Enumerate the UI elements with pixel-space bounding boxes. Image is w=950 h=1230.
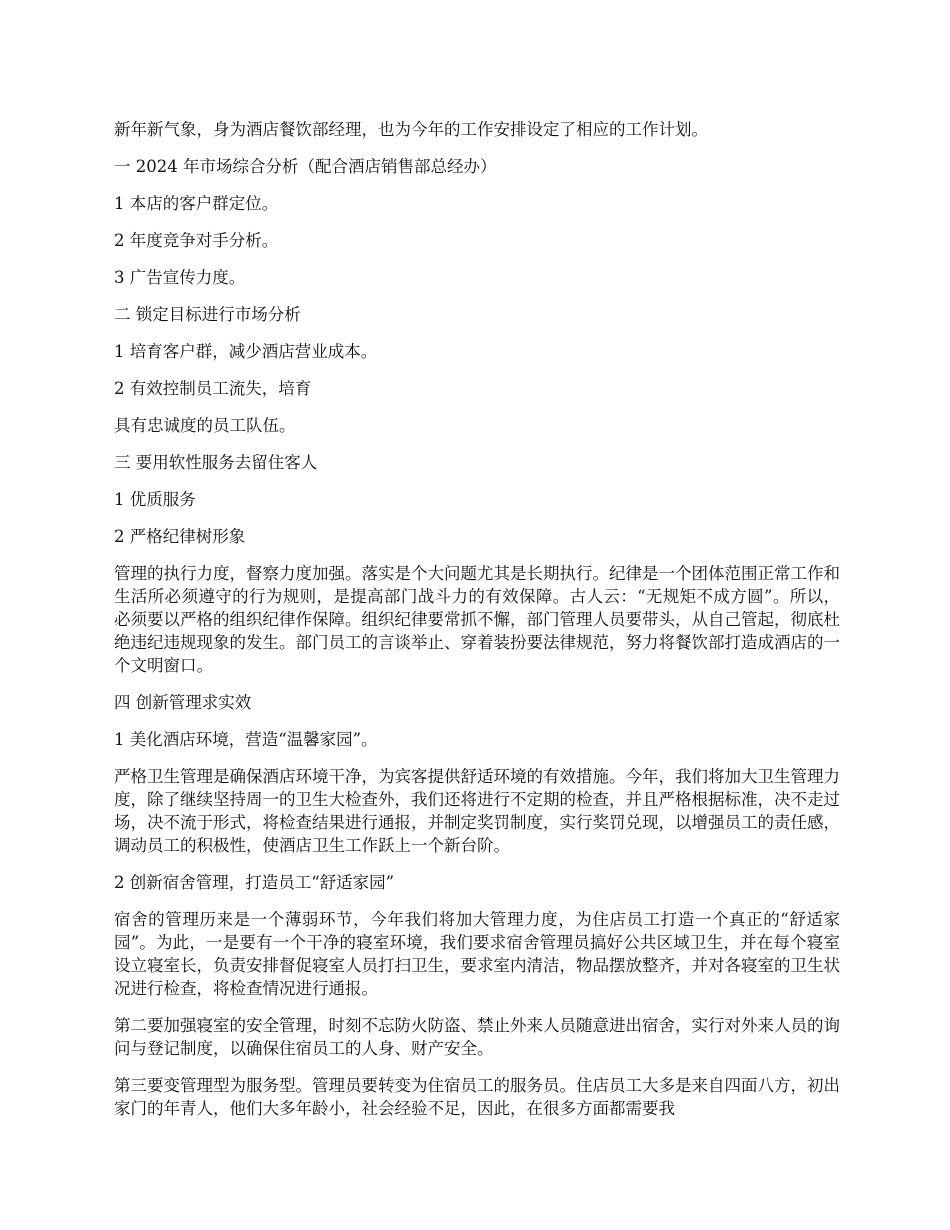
- section-heading-2: 二 锁定目标进行市场分析: [114, 305, 301, 324]
- list-item: 2 创新宿舍管理，打造员工“舒适家园”: [114, 873, 395, 892]
- list-item: 1 美化酒店环境，营造“温馨家园”。: [114, 730, 378, 749]
- body-paragraph: 第二要加强寝室的安全管理，时刻不忘防火防盗、禁止外来人员随意进出宿舍，实行对外来人员的询问与登记制度，以确保住宿员工的人身、财产安全。: [114, 1016, 840, 1058]
- section-heading-3: 三 要用软性服务去留住客人: [114, 453, 318, 472]
- list-item-continuation: 具有忠诚度的员工队伍。: [114, 416, 296, 435]
- list-item: 2 严格纪律树形象: [114, 527, 246, 546]
- section-heading-1: 一 2024 年市场综合分析（配合酒店销售部总经办）: [114, 157, 497, 176]
- list-item: 3 广告宣传力度。: [114, 268, 246, 287]
- intro-paragraph: 新年新气象，身为酒店餐饮部经理，也为今年的工作安排设定了相应的工作计划。: [114, 120, 708, 139]
- list-item: 2 年度竞争对手分析。: [114, 231, 279, 250]
- section-heading-4: 四 创新管理求实效: [114, 693, 252, 712]
- body-paragraph: 第三要变管理型为服务型。管理员要转变为住宿员工的服务员。住店员工大多是来自四面八方，初出家门的年青人，他们大多年龄小，社会经验不足，因此，在很多方面都需要我: [114, 1076, 840, 1118]
- body-paragraph: 严格卫生管理是确保酒店环境干净，为宾客提供舒适环境的有效措施。今年，我们将加大卫生管理力度，除了继续坚持周一的卫生大检查外，我们还将进行不定期的检查，并且严格根据标准，决不走过场，决不流于形式，将检查结果进行通报，并制定奖罚制度，实行奖罚兑现，以增强员工的责任感，调动员工的积极性，使酒店卫生工作跃上一个新台阶。: [114, 767, 840, 855]
- list-item: 1 培育客户群，减少酒店营业成本。: [114, 342, 378, 361]
- body-paragraph: 宿舍的管理历来是一个薄弱环节，今年我们将加大管理力度，为住店员工打造一个真正的“舒适家园”。为此，一是要有一个干净的寝室环境，我们要求宿舍管理员搞好公共区域卫生，并在每个寝室设立寝室长，负责安排督促寝室人员打扫卫生，要求室内清洁，物品摆放整齐，并对各寝室的卫生状况进行检查，将检查情况进行通报。: [114, 910, 840, 998]
- body-paragraph: 管理的执行力度，督察力度加强。落实是个大问题尤其是长期执行。纪律是一个团体范围正常工作和生活所必须遵守的行为规则，是提高部门战斗力的有效保障。古人云：“无规矩不成方圆”。所以，必须要以严格的组织纪律作保障。组织纪律要常抓不懈，部门管理人员要带头，从自己管起，彻底杜绝违纪违规现象的发生。部门员工的言谈举止、穿着装扮要法律规范，努力将餐饮部打造成酒店的一个文明窗口。: [114, 564, 840, 675]
- list-item: 1 优质服务: [114, 490, 196, 509]
- document-body: [114, 118, 840, 1134]
- list-item: 2 有效控制员工流失，培育: [114, 379, 312, 398]
- list-item: 1 本店的客户群定位。: [114, 194, 279, 213]
